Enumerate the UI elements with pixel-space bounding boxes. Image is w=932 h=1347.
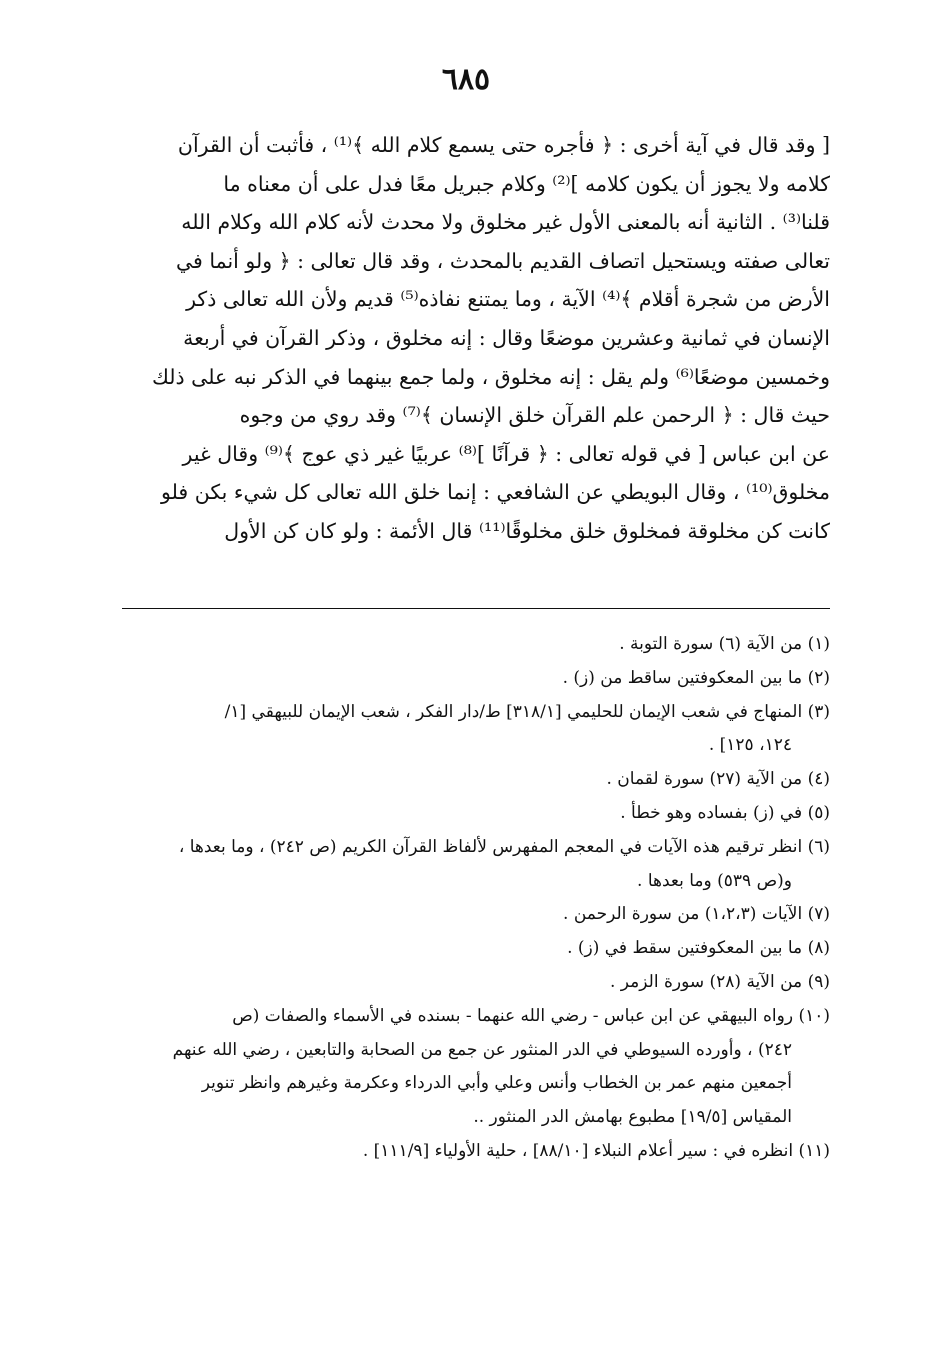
text-line: تعالى صفته ويستحيل اتصاف القديم بالمحدث ، وقد قال تعالى : ﴿ ولو أنما في — [175, 248, 830, 273]
text-line: الإنسان في ثمانية وعشرين موضعًا وقال : إنه مخلوق ، وذكر القرآن في أربعة — [183, 325, 830, 350]
footnote-text: ما بين المعكوفتين سقط في (ز) . — [567, 938, 803, 959]
footnote-10 — [88, 1000, 830, 1135]
footnote-text-continued: ١٢٤، ١٢٥] . — [708, 735, 792, 756]
footnote-8 — [88, 932, 830, 966]
footnote-number: (١٠) — [798, 1005, 830, 1026]
footnote-text: انظر ترقيم هذه الآيات في المعجم المفهرس لألفاظ القرآن الكريم (ص ٢٤٢) ، وما بعدها ، — [178, 836, 803, 857]
footnote-text-continued: أجمعين منهم عمر بن الخطاب وأنس وعلي وأبي الدرداء وعكرمة وغيرهم وانظر تنوير — [201, 1073, 792, 1094]
text-line: كلامه ولا يجوز أن يكون كلامه ]⁽²⁾ وكلام جبريل معًا فدل على أن معناه ما — [223, 171, 830, 196]
footnote-text: ما بين المعكوفتين ساقط من (ز) . — [562, 667, 803, 688]
text-line: وخمسين موضعًا⁽⁶⁾ ولم يقل : إنه مخلوق ، ولما جمع بينهما في الذكر نبه على ذلك — [151, 364, 830, 389]
footnote-text: الآيات (١،٢،٣) من سورة الرحمن . — [563, 904, 803, 925]
footnote-9 — [88, 966, 830, 1000]
footnote-11 — [88, 1135, 830, 1169]
text-line: قلنا⁽³⁾ . الثانية أنه بالمعنى الأول غير مخلوق ولا محدث لأنه كلام الله وكلام الله — [181, 210, 830, 235]
footnote-2 — [88, 662, 830, 696]
footnote-number: (٧) — [807, 904, 830, 925]
main-text — [124, 126, 830, 551]
footnote-number: (٦) — [807, 836, 830, 857]
footnote-6 — [88, 831, 830, 899]
text-line: مخلوق⁽¹⁰⁾ ، وقال البويطي عن الشافعي : إنما خلق الله تعالى كل شيء بكن فلو — [161, 480, 830, 505]
footnote-7 — [88, 898, 830, 932]
footnote-text: من الآية (٢٨) سورة الزمر . — [609, 971, 803, 992]
footnotes — [88, 628, 830, 1169]
footnote-text-continued: ٢٤٢) ، وأورده السيوطي في الدر المنثور عن جمع من الصحابة والتابعين ، رضي الله عنهم — [172, 1039, 792, 1060]
footnote-4 — [88, 763, 830, 797]
footnote-text: رواه البيهقي عن ابن عباس - رضي الله عنهما - بسنده في الأسماء والصفات (ص — [232, 1005, 794, 1026]
footnote-text: المنهاج في شعب الإيمان للحليمي [٣١٨/١] ط/دار الفكر ، شعب الإيمان للبيهقي [١/ — [224, 701, 803, 722]
text-line: كانت كن مخلوقة فمخلوق خلق مخلوقًا⁽¹¹⁾ قال الأئمة : ولو كان كن الأول — [224, 518, 830, 543]
footnote-1 — [88, 628, 830, 662]
footnote-number: (١) — [807, 634, 830, 654]
footnote-text: من الآية (٦) سورة التوبة . — [619, 634, 803, 654]
footnote-5 — [88, 797, 830, 831]
text-line: عن ابن عباس [ في قوله تعالى : ﴿ قرآنًا ]⁽⁸⁾ عربيًا غير ذي عوج ﴾⁽⁹⁾ وقال غير — [182, 441, 830, 466]
footnote-text: في (ز) بفساده وهو خطأ . — [620, 802, 803, 823]
footnote-text-continued: المقياس [١٩/٥] مطبوع بهامش الدر المنثور .. — [473, 1107, 792, 1128]
text-line: حيث قال : ﴿ الرحمن علم القرآن خلق الإنسان ﴾⁽⁷⁾ وقد روي من وجوه — [239, 403, 830, 428]
footnote-text: انظره في : سير أعلام النبلاء [٨٨/١٠] ، حلية الأولياء [١١١/٩] . — [362, 1140, 794, 1161]
footnote-number: (٣) — [807, 701, 830, 722]
page-number: ٦٨٥ — [441, 62, 491, 97]
footnote-number: (٩) — [807, 971, 830, 992]
footnote-number: (٥) — [807, 802, 830, 823]
footnote-number: (١١) — [798, 1140, 830, 1161]
text-line: الأرض من شجرة أقلام ﴾⁽⁴⁾ الآية ، وما يمتنع نفاذه⁽⁵⁾ قديم ولأن الله تعالى ذكر — [186, 287, 830, 312]
footnote-3 — [88, 696, 830, 764]
footnote-text-continued: و(ص ٥٣٩) وما بعدها . — [637, 870, 792, 891]
footnote-text: من الآية (٢٧) سورة لقمان . — [606, 769, 803, 790]
footnote-number: (٢) — [807, 667, 830, 688]
footnote-divider — [122, 608, 830, 609]
footnote-number: (٨) — [807, 938, 830, 959]
footnote-number: (٤) — [807, 769, 830, 790]
text-line: [ وقد قال في آية أخرى : ﴿ فأجره حتى يسمع كلام الله ﴾⁽¹⁾ ، فأثبت أن القرآن — [177, 133, 830, 157]
